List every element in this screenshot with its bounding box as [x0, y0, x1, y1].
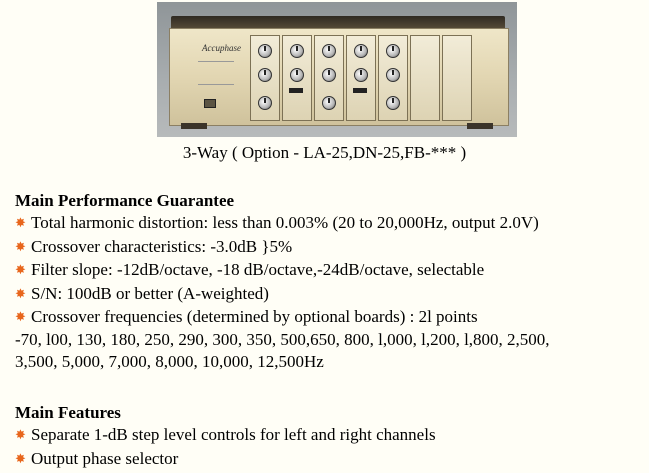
list-item: ✸ Total harmonic distortion: less than 0.003% (20 to 20,000Hz, output 2.0V) [15, 212, 645, 236]
frequency-list-line2: 3,500, 5,000, 7,000, 8,000, 10,000, 12,500Hz [15, 352, 324, 371]
bullet-icon: ✸ [15, 238, 26, 254]
bullet-icon: ✸ [15, 427, 26, 442]
frequency-list-line1: -70, l00, 130, 180, 250, 290, 300, 350, 500,650, 800, l,000, l,200, l,800, 2,500, [15, 330, 550, 349]
performance-title: Main Performance Guarantee [15, 191, 235, 210]
performance-list [15, 212, 645, 330]
bullet-icon: ✸ [15, 309, 26, 324]
list-item: ✸ Crossover frequencies (determined by optional boards) : 2l points [15, 306, 645, 330]
bullet-icon: ✸ [15, 450, 26, 466]
bullet-icon: ✸ [15, 262, 26, 277]
bullet-icon: ✸ [15, 285, 26, 301]
crossover-front-panel [169, 28, 509, 126]
photo-caption: 3-Way ( Option - LA-25,DN-25,FB-*** ) [182, 143, 467, 162]
product-photo [157, 2, 517, 137]
features-title: Main Features [15, 403, 121, 422]
bullet-icon: ✸ [15, 215, 26, 230]
brand-logo: Accuphase [202, 43, 241, 53]
power-button-image [204, 99, 216, 108]
list-item: ✸ Filter slope: -12dB/octave, -18 dB/octave,-24dB/octave, selectable [15, 259, 645, 283]
features-list [15, 424, 645, 471]
list-item: ✸ S/N: 100dB or better (A-weighted) [15, 283, 645, 307]
list-item: ✸ Output phase selector [15, 448, 645, 472]
list-item: ✸ Crossover characteristics: -3.0dB }5% [15, 236, 645, 260]
list-item: ✸ Separate 1-dB step level controls for left and right channels [15, 424, 645, 448]
